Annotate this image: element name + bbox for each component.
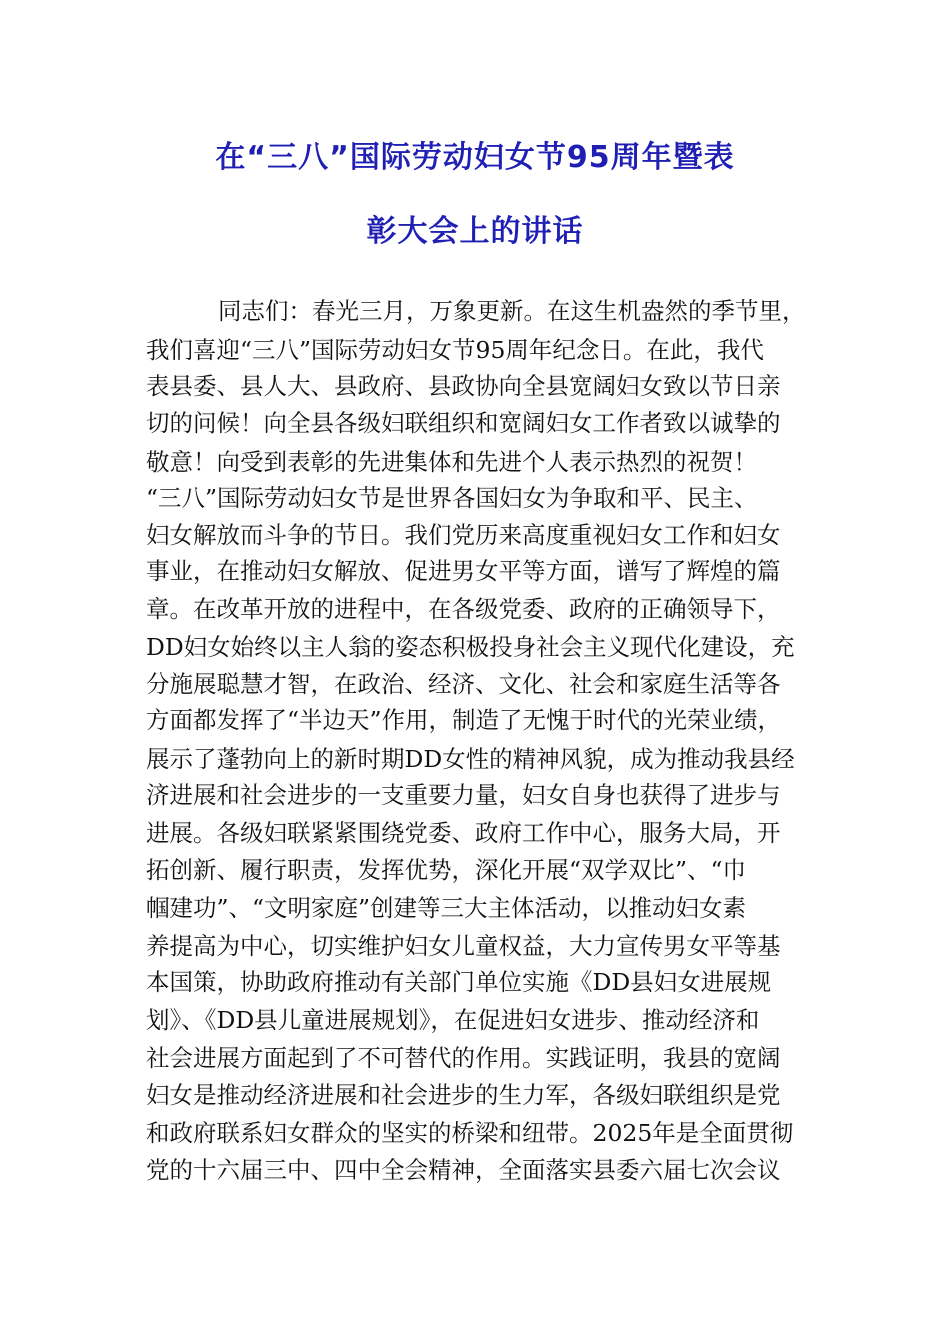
document-title-line-2: 彰大会上的讲话 (366, 214, 584, 249)
paragraph-line: 妇女解放而斗争的节日。我们党历来高度重视妇女工作和妇女 (146, 521, 781, 549)
paragraph-line: “三八”国际劳动妇女节是世界各国妇女为争取和平、民主、 (146, 484, 758, 512)
paragraph-line: 我们喜迎“三八”国际劳动妇女节95周年纪念日。在此，我代 (146, 336, 764, 364)
paragraph-line: 和政府联系妇女群众的坚实的桥梁和纽带。2025年是全面贯彻 (146, 1119, 794, 1147)
paragraph-line: 妇女是推动经济进展和社会进步的生力军，各级妇联组织是党 (146, 1081, 781, 1109)
paragraph-line: 养提高为中心，切实维护妇女儿童权益，大力宣传男女平等基 (146, 932, 781, 960)
paragraph-line: 分施展聪慧才智，在政治、经济、文化、社会和家庭生活等各 (146, 670, 781, 698)
paragraph-line: 帼建功”、“文明家庭”创建等三大主体活动，以推动妇女素 (146, 894, 747, 922)
paragraph-line: 切的问候！向全县各级妇联组织和宽阔妇女工作者致以诚挚的 (146, 409, 781, 437)
paragraph-line: 本国策，协助政府推动有关部门单位实施《DD县妇女进展规 (146, 968, 772, 996)
paragraph-line: 表县委、县人大、县政府、县政协向全县宽阔妇女致以节日亲 (146, 372, 781, 400)
document-title-line-1: 在“三八”国际劳动妇女节95周年暨表 (215, 140, 735, 175)
paragraph-line: 敬意！向受到表彰的先进集体和先进个人表示热烈的祝贺！ (146, 448, 757, 476)
paragraph-line: 拓创新、履行职责，发挥优势，深化开展“双学双比”、“巾 (146, 856, 747, 884)
paragraph-line: 事业，在推动妇女解放、促进男女平等方面，谱写了辉煌的篇 (146, 557, 781, 585)
paragraph-line: 济进展和社会进步的一支重要力量，妇女自身也获得了进步与 (146, 781, 781, 809)
paragraph-line: 社会进展方面起到了不可替代的作用。实践证明，我县的宽阔 (146, 1044, 781, 1072)
paragraph-line: 划》、《DD县儿童进展规划》，在促进妇女进步、推动经济和 (146, 1006, 760, 1034)
paragraph-line: 党的十六届三中、四中全会精神，全面落实县委六届七次会议 (146, 1156, 781, 1184)
paragraph-line: 展示了蓬勃向上的新时期DD女性的精神风貌，成为推动我县经 (146, 745, 795, 773)
paragraph-line: 方面都发挥了“半边天”作用，制造了无愧于时代的光荣业绩， (146, 706, 782, 734)
paragraph-line: 进展。各级妇联紧紧围绕党委、政府工作中心，服务大局，开 (146, 819, 781, 847)
paragraph-line: 章。在改革开放的进程中，在各级党委、政府的正确领导下， (146, 595, 781, 623)
paragraph-line: DD妇女始终以主人翁的姿态积极投身社会主义现代化建设，充 (146, 633, 795, 661)
paragraph-line: 同志们：春光三月，万象更新。在这生机盎然的季节里， (218, 297, 806, 325)
